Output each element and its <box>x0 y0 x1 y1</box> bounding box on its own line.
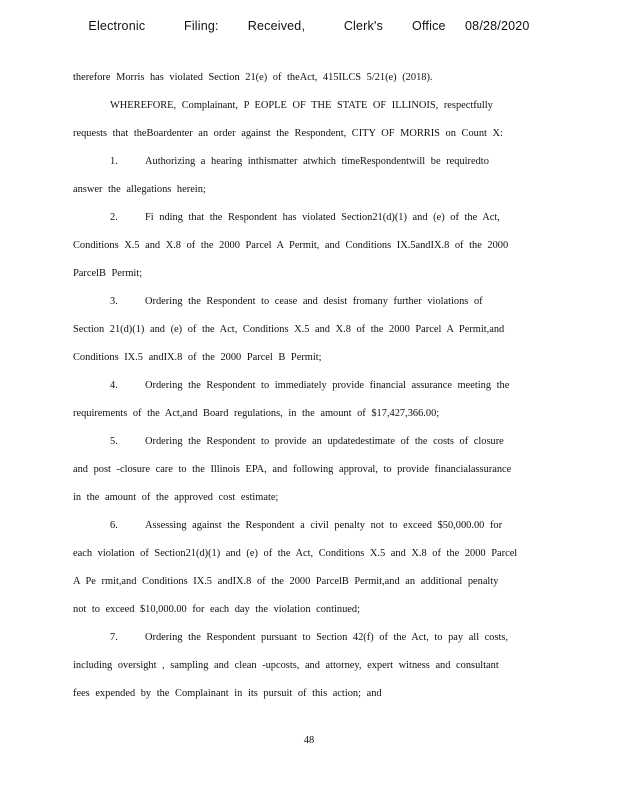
item-text-line: requirements of the Act,and Board regulations, in the amount of $17,427,366.00; <box>73 408 440 419</box>
item-text-line: each violation of Section21(d)(1) and (e) of the Act, Conditions X.5 and X.8 of the 2000 Parcel <box>73 548 518 559</box>
item-number: 6. <box>110 520 118 531</box>
wherefore-line: WHEREFORE, Complainant, P EOPLE OF THE STATE OF ILLINOIS, respectfully <box>110 100 493 111</box>
item-text-line: Conditions X.5 and X.8 of the 2000 Parcel A Permit, and Conditions IX.5andIX.8 of the 2000 <box>73 240 509 251</box>
item-text-line: including oversight , sampling and clean -upcosts, and attorney, expert witness and consultant <box>73 660 499 671</box>
item-text-line: and post -closure care to the Illinois EPA, and following approval, to provide financialassurance <box>73 464 512 475</box>
item-text-line: Ordering the Respondent to provide an updatedestimate of the costs of closure <box>145 436 504 447</box>
item-text-line: in the amount of the approved cost estimate; <box>73 492 279 503</box>
item-text-line: fees expended by the Complainant in its pursuit of this action; and <box>73 688 382 699</box>
item-text-line: Ordering the Respondent to cease and desist fromany further violations of <box>145 296 483 307</box>
item-text-line: A Pe rmit,and Conditions IX.5 andIX.8 of the 2000 ParcelB Permit,and an additional penalty <box>73 576 499 587</box>
item-text-line: not to exceed $10,000.00 for each day the violation continued; <box>73 604 360 615</box>
page-number: 48 <box>303 735 315 746</box>
item-number: 4. <box>110 380 118 391</box>
item-text-line: Ordering the Respondent to immediately provide financial assurance meeting the <box>145 380 510 391</box>
requests-line: requests that theBoardenter an order against the Respondent, CITY OF MORRIS on Count X: <box>73 128 503 139</box>
intro-line: therefore Morris has violated Section 21(e) of theAct, 415ILCS 5/21(e) (2018). <box>73 72 433 83</box>
item-text-line: Ordering the Respondent pursuant to Section 42(f) of the Act, to pay all costs, <box>145 632 509 643</box>
item-text-line: ParcelB Permit; <box>73 268 143 279</box>
item-text-line: Fi nding that the Respondent has violated Section21(d)(1) and (e) of the Act, <box>145 212 500 223</box>
item-text-line: Conditions IX.5 andIX.8 of the 2000 Parcel B Permit; <box>73 352 322 363</box>
item-number: 5. <box>110 436 118 447</box>
item-number: 2. <box>110 212 118 223</box>
item-text-line: Assessing against the Respondent a civil penalty not to exceed $50,000.00 for <box>145 520 503 531</box>
item-text-line: answer the allegations herein; <box>73 184 206 195</box>
filing-stamp-header: Electronic Filing: Received, Clerk's Office 08/28/2020 <box>88 19 530 33</box>
item-text-line: Authorizing a hearing inthismatter atwhich timeRespondentwill be requiredto <box>145 156 489 167</box>
item-text-line: Section 21(d)(1) and (e) of the Act, Conditions X.5 and X.8 of the 2000 Parcel A Permit,and <box>73 324 505 335</box>
item-number: 1. <box>110 156 118 167</box>
item-number: 3. <box>110 296 118 307</box>
item-number: 7. <box>110 632 118 643</box>
